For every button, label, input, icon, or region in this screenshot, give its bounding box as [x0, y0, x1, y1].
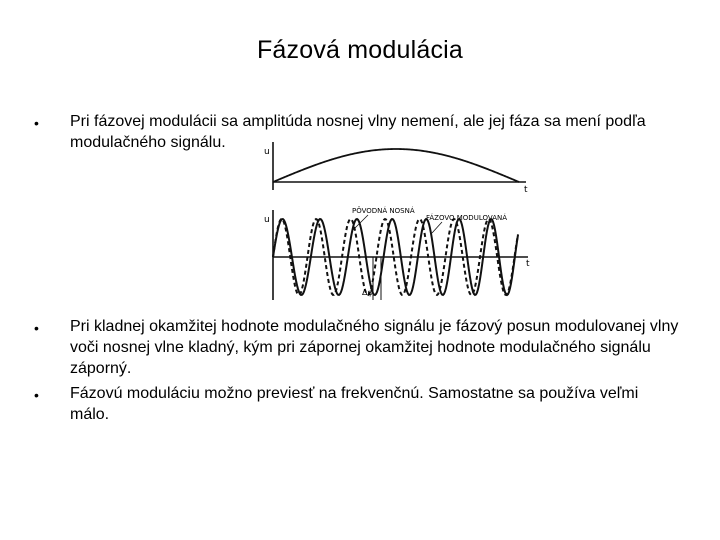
bullet-text-3: Fázovú moduláciu možno previesť na frekvenčnú. Samostatne sa používa veľmi málo. [70, 385, 639, 423]
bullet-marker: • [34, 320, 39, 336]
phase-modulation-diagram [256, 140, 542, 310]
bullet-text-2: Pri kladnej okamžitej hodnote modulačného signálu je fázový posun modulovanej vlny voči nosnej vlne kladný, kým pri zápornej okamžitej hodnote modulačného signálu záporný. [70, 318, 679, 377]
bullet-text-1: Pri fázovej modulácii sa amplitúda nosnej vlny nemení, ale jej fáza sa mení podľa modulačného signálu. [70, 113, 646, 151]
bottom-y-label: u [264, 215, 270, 225]
bullet-marker: • [34, 115, 39, 131]
bullet-marker: • [34, 387, 39, 403]
modulated-leader [432, 222, 442, 233]
phase-shift-label: Δφ [362, 288, 373, 297]
carrier-label: PÔVODNÁ NOSNÁ [352, 207, 415, 215]
top-y-label: u [264, 147, 270, 157]
bottom-t-label: t [526, 259, 530, 269]
modulating-signal-curve [273, 149, 519, 182]
top-t-label: t [524, 185, 528, 195]
modulated-label: FÁZOVO MODULOVANÁ [426, 214, 508, 222]
slide-title: Fázová modulácia [256, 36, 464, 64]
